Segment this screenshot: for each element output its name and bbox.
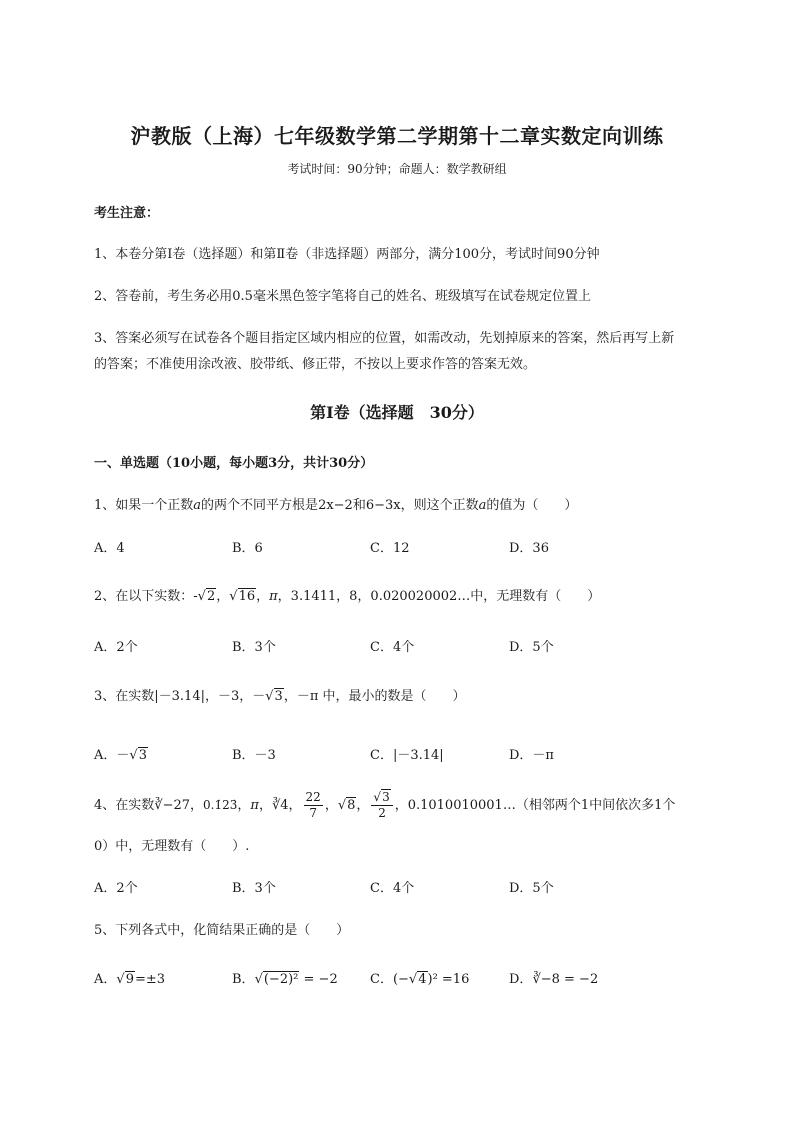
- q4-option-a: A．2个: [94, 881, 138, 896]
- question-5: 5、下列各式中，化简结果正确的是（ ）: [94, 923, 350, 938]
- notice-item-2: 2、答卷前，考生务必用0.5毫米黑色签字笔将自己的姓名、班级填写在试卷规定位置上: [94, 289, 591, 304]
- q1-option-b: B．6: [232, 541, 263, 556]
- cube-root-neg27: ∛−27: [154, 798, 190, 813]
- question-4-cont: 0）中，无理数有（ ）.: [94, 839, 250, 854]
- sqrt-8: √8: [337, 798, 356, 813]
- fraction-sqrt3-2: $\frac{√3}{2}$: [371, 790, 392, 821]
- question-1: 1、如果一个正数a的两个不同平方根是2x−2和6−3x，则这个正数a的值为（ ）: [94, 498, 578, 513]
- sqrt-3: √3: [265, 689, 283, 704]
- q4-option-c: C．4个: [370, 881, 415, 896]
- q1-option-a: A．4: [94, 541, 125, 556]
- q5-option-b: B．√(−2)² = −2: [232, 972, 338, 987]
- sqrt-2: √2: [197, 589, 216, 604]
- q5-option-d: D．∛−8 = −2: [509, 972, 599, 987]
- notice-item-3: 3、答案必须写在试卷各个题目指定区域内相应的位置，如需改动，先划掉原来的答案，然后再写上新: [94, 331, 675, 346]
- q3-option-b: B．－3: [232, 748, 276, 763]
- question-3: 3、在实数|－3.14|，－3，－√3，－π 中，最小的数是（ ）: [94, 689, 466, 704]
- exam-info: 考试时间：90分钟；命题人：数学教研组: [287, 162, 507, 176]
- q5-option-a: A．√9=±3: [94, 972, 166, 987]
- repeating-decimal: 0.1̇23̇: [203, 798, 238, 812]
- q1-option-c: C．12: [370, 541, 410, 556]
- q2-option-a: A．2个: [94, 640, 138, 655]
- q3-option-d: D．－π: [509, 748, 554, 763]
- section-title: 第Ⅰ卷（选择题 30分）: [310, 403, 484, 422]
- q5-option-c: C．(−√4)² =16: [370, 972, 470, 987]
- q2-option-c: C．4个: [370, 640, 415, 655]
- page-title: 沪教版（上海）七年级数学第二学期第十二章实数定向训练: [130, 124, 664, 148]
- cube-root-4: ∛4: [271, 798, 289, 813]
- question-4: 4、在实数∛−27，0.1̇23̇，π，∛4， $\frac{22}{7}$ ，√8， $\frac{√3}{2}$ ，0.1010010001…（相邻两个1中间依次多1个: [94, 790, 676, 820]
- q3-option-a: A．－√3: [94, 748, 147, 763]
- question-2: 2、在以下实数：-√2，√16，π，3.1411，8，0.020020002…中，无理数有（ ）: [94, 589, 601, 604]
- q2-option-d: D．5个: [509, 640, 554, 655]
- notice-heading: 考生注意：: [94, 206, 160, 221]
- q1-option-d: D．36: [509, 541, 549, 556]
- fraction-22-7: $\frac{22}{7}$: [305, 790, 321, 820]
- q4-option-b: B．3个: [232, 881, 276, 896]
- q2-option-b: B．3个: [232, 640, 276, 655]
- sqrt-16: √16: [229, 589, 256, 604]
- notice-item-1: 1、本卷分第Ⅰ卷（选择题）和第Ⅱ卷（非选择题）两部分，满分100分，考试时间90分钟: [94, 247, 600, 262]
- q4-option-d: D．5个: [509, 881, 554, 896]
- notice-item-3-cont: 的答案；不准使用涂改液、胶带纸、修正带，不按以上要求作答的答案无效。: [94, 357, 537, 372]
- part-heading: 一、单选题（10小题，每小题3分，共计30分）: [94, 456, 374, 471]
- q3-option-c: C．|－3.14|: [370, 748, 444, 763]
